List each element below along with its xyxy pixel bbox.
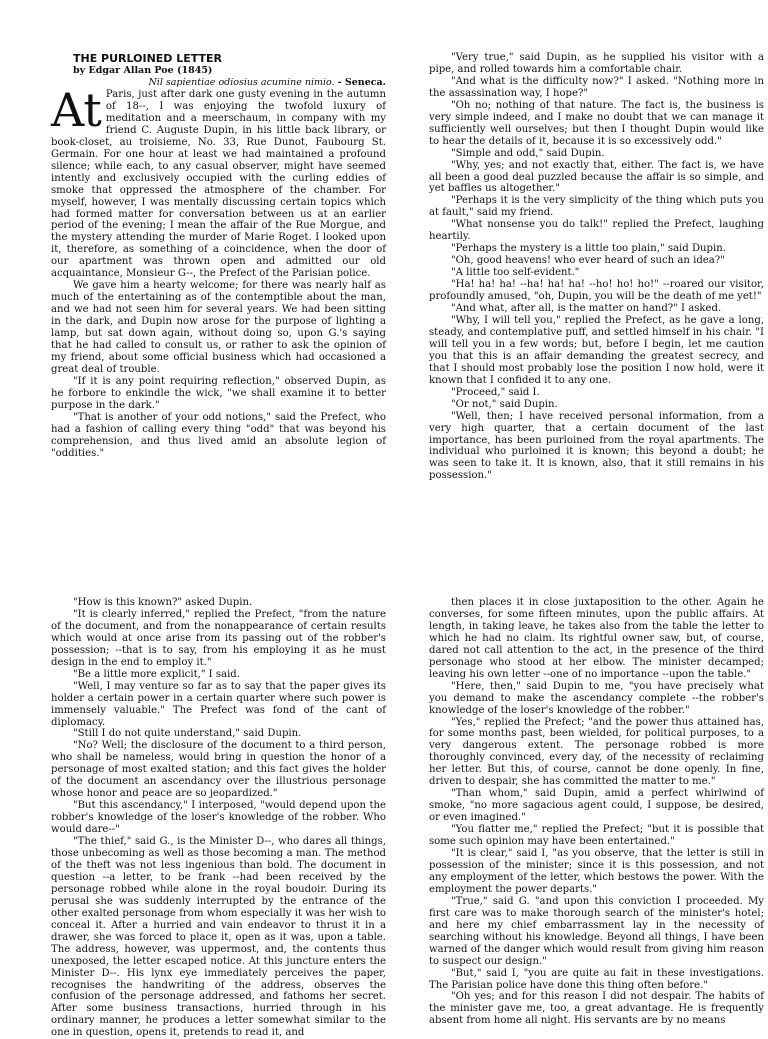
column-bottom-right [429,597,764,1027]
paragraph: "Oh yes; and for this reason I did not despair. The habits of the minister gave me, too, a great advantage. He is frequently absent from home all night. His servants are by no means [429,991,764,1027]
column-top-right [429,52,764,507]
column-top-left [51,52,386,507]
paragraph: "Proceed," said I. [451,386,540,398]
paragraph: We gave him a hearty welcome; for there was nearly half as much of the entertaining as of the contemptible about the man, and we had not seen him for several years. We had been sitting in the dark, and Dupin now arose for the purpose of lighting a lamp, but sat down again, without doing so, upon G.'s saying that he had called to consult us, or rather to ask the opinion of my friend, about some official business which had occasioned a great deal of trouble. [51,280,386,375]
paragraph: "Well, I may venture so far as to say that the paper gives its holder a certain power in a certain quarter where such power is immensely valuable." The Prefect was fond of the cant of diplomacy. [51,680,386,728]
paragraph: "Than whom," said Dupin, amid a perfect whirlwind of smoke, "no more sagacious agent could, I suppose, be desired, or even imagined." [429,788,764,824]
paragraph: "But," said I, "you are quite au fait in these investigations. The Parisian police have done this thing often before." [429,967,764,991]
paragraph: "Perhaps the mystery is a little too plain," said Dupin. [451,243,726,255]
paragraph: "No? Well; the disclosure of the document to a third person, who shall be nameless, would bring in question the honor of a personage of most exalted station; and this fact gives the holder of the document an ascendancy over the illustrious personage whose honor and peace are so jeopardized." [51,740,386,800]
paragraph: "And what is the difficulty now?" I asked. "Nothing more in the assassination way, I hope?" [429,75,764,99]
epigraph-quote: Nil sapientiae odiosius acumine nimio. [148,77,335,88]
epigraph-author: - Seneca. [337,77,386,88]
paragraph: "Here, then," said Dupin to me, "you have precisely what you demand to make the ascendancy complete --the robber's knowledge of the loser's knowledge of the robber." [429,680,764,716]
paragraph: "The thief," said G., is the Minister D--, who dares all things, those unbecoming as well as those becoming a man. The method of the theft was not less ingenious than bold. The document in question --a letter, to be frank --had been received by the personage robbed while alone in the royal boudoir. During its perusal she was suddenly interrupted by the entrance of the other exalted personage from whom especially it was her wish to conceal it. After a hurried and vain endeavor to thrust it in a drawer, she was forced to place it, open as it was, upon a table. The address, however, was uppermost, and, the contents thus unexposed, the letter escaped notice. At this juncture enters the Minister D--. His lynx eye immediately perceives the paper, recognises the handwriting of the address, observes the confusion of the personage addressed, and fathoms her secret. After some business transactions, hurried through in his ordinary manner, he produces a letter somewhat similar to the one in question, opens it, pretends to read it, and [51,836,386,1039]
paragraph: "Oh, good heavens! who ever heard of such an idea?" [451,255,725,267]
paragraph: "Very true," said Dupin, as he supplied his visitor with a pipe, and rolled towards him a comfortable chair. [429,52,764,75]
paragraph: "That is another of your odd notions," said the Prefect, who had a fashion of calling every thing "odd" that was beyond his comprehension, and thus lived amid an absolute legion of "oddities." [51,411,386,459]
column-bottom-left [51,597,386,1039]
paragraph: "Still I do not quite understand," said Dupin. [73,728,302,740]
paragraph: "Yes," replied the Prefect; "and the power thus attained has, for some months past, been wielded, for political purposes, to a very dangerous extent. The personage robbed is more thoroughly convinced, every day, of the necessity of reclaiming her letter. But this, of course, cannot be done openly. In fine, driven to despair, she has committed the matter to me." [429,716,764,788]
paragraph: "True," said G. "and upon this conviction I proceeded. My first care was to make thorough search of the minister's hotel; and here my chief embarrassment lay in the necessity of searching without his knowledge. Beyond all things, I have been warned of the danger which would result from giving him reason to suspect our design." [429,895,764,967]
paragraph: "It is clear," said I, "as you observe, that the letter is still in possession of the minister; since it is this possession, and not any employment of the letter, which bestows the power. With the employment the power departs." [429,848,764,895]
story-title: THE PURLOINED LETTER [73,52,223,65]
paragraph: "Why, I will tell you," replied the Prefect, as he gave a long, steady, and contemplative puff, and settled himself in his chair. "I will tell you in a few words; but, before I begin, let me caution you that this is an affair demanding the greatest secrecy, and that I should most probably lose the position I now hold, were it known that I confided it to any one. [429,314,764,386]
paragraph: "Simple and odd," said Dupin. [451,147,605,159]
paragraph: "Ha! ha! ha! --ha! ha! ha! --ho! ho! ho!" --roared our visitor, profoundly amused, "oh, Dupin, you will be the death of me yet!" [429,279,764,303]
paragraph: "How is this known?" asked Dupin. [73,597,253,608]
drop-cap: At [51,83,102,137]
byline: by Edgar Allan Poe (1845) [73,65,213,76]
paragraph: "Well, then; I have received personal information, from a very high quarter, that a certain document of the last importance, has been purloined from the royal apartments. The individual who purloined it is known; this beyond a doubt; he was seen to take it. It is known, also, that it still remains in his possession." [429,410,764,482]
paragraph: "You flatter me," replied the Prefect; "but it is possible that some such opinion may have been entertained." [429,824,764,848]
paragraph: "A little too self-evident." [451,267,580,279]
paragraph: "Oh no; nothing of that nature. The fact is, the business is very simple indeed, and I make no doubt that we can manage it sufficiently well ourselves; but then I thought Dupin would like to hear the details of it, because it is so excessively odd." [429,99,764,147]
paragraph: "Perhaps it is the very simplicity of the thing which puts you at fault," said my friend. [429,195,764,219]
paragraph: "Why, yes; and not exactly that, either. The fact is, we have all been a good deal puzzled because the affair is so simple, and yet baffles us altogether." [429,159,764,195]
paragraph: "Be a little more explicit," I said. [73,668,240,680]
paragraph: "And what, after all, is the matter on hand?" I asked. [451,303,722,315]
paragraph-text: Paris, just after dark one gusty evening in the autumn of 18--, I was enjoying the twofold luxury of meditation and a meerschaum, in company with my friend C. Auguste Dupin, in his little back library, or book-closet, au troisieme, No. 33, Rue Dunot, Faubourg St. Germain. For one hour at least we had maintained a profound silence; while each, to any casual observer, might have seemed intently and exclusively occupied with the curling eddies of smoke that oppressed the atmosphere of the chamber. For myself, however, I was mentally discussing certain topics which had formed matter for conversation between us at an earlier period of the evening; I mean the affair of the Rue Morgue, and the mystery attending the murder of Marie Roget. I looked upon it, therefore, as something of a coincidence, when the door of our apartment was thrown open and admitted our old acquaintance, Monsieur G--, the Prefect of the Parisian police. [51,89,386,280]
paragraph: then places it in close juxtaposition to the other. Again he converses, for some fifteen minutes, upon the public affairs. At length, in taking leave, he takes also from the table the letter to which he had no claim. Its rightful owner saw, but, of course, dared not call attention to the act, in the presence of the third personage who stood at her elbow. The minister decamped; leaving his own letter --one of no importance --upon the table." [429,597,764,680]
paragraph: "But this ascendancy," I interposed, "would depend upon the robber's knowledge of the loser's knowledge of the robber. Who would dare--" [51,800,386,836]
paragraph: "It is clearly inferred," replied the Prefect, "from the nature of the document, and from the nonappearance of certain results which would at once arise from its passing out of the robber's possession; --that is to say, from his employing it as he must design in the end to employ it." [51,608,386,668]
paragraph: "What nonsense you do talk!" replied the Prefect, laughing heartily. [429,219,764,243]
paragraph: "Or not," said Dupin. [451,398,558,410]
paragraph: "If it is any point requiring reflection," observed Dupin, as he forbore to enkindle the wick, "we shall examine it to better purpose in the dark." [51,375,386,411]
paragraph [51,83,386,280]
